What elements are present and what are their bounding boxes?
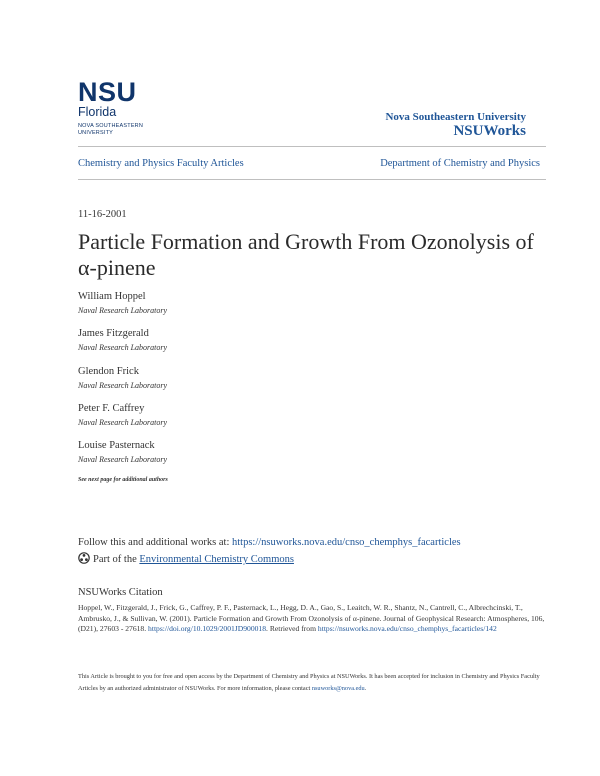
access-statement — [78, 671, 548, 696]
author-affiliation: Naval Research Laboratory — [78, 306, 168, 315]
follow-prefix: Follow this and additional works at: — [78, 537, 232, 548]
part-of-line — [78, 552, 294, 565]
citation-retrieved: . Retrieved from — [266, 624, 318, 634]
commons-network-icon — [78, 552, 90, 564]
university-name[interactable]: Nova Southeastern University — [385, 111, 526, 123]
author-name: William Hoppel — [78, 291, 146, 302]
citation-text — [78, 603, 548, 635]
collection-link[interactable]: Chemistry and Physics Faculty Articles — [78, 158, 244, 169]
nsu-florida-logo[interactable] — [78, 77, 144, 136]
author-affiliation: Naval Research Laboratory — [78, 381, 168, 390]
part-of-prefix: Part of the — [93, 554, 140, 565]
article-title: Particle Formation and Growth From Ozonolysis of α-pinene — [78, 229, 534, 280]
logo-sub-line1: NOVA SOUTHEASTERN — [78, 123, 144, 129]
access-statement-end: . — [364, 685, 367, 693]
logo-nsu-text: NSU — [78, 77, 137, 107]
access-statement-text: This Article is brought to you for free and open access by the Department of Chemistry and Physics at NSUWorks. It has been accepted for inclusion in Chemistry and Physics Faculty Articles by an authorized administrator of NSUWorks. For more information, please contact — [78, 673, 540, 693]
publication-date: 11-16-2001 — [78, 209, 127, 220]
citation-main: Hoppel, W., Fitzgerald, J., Frick, G., Caffrey, P. F., Pasternack, L., Hegg, D. A., Gao, S., Leaitch, W. R., Shantz, N., Cantrell, C., Albrechcinski, T., Ambrusko, J., & Sullivan, W. (2001). Particle Formation and Growth From Ozonolysis of α-pinene. Journal of Geophysical Research: Atmospheres, 106, (D21), 27603 - 27618. — [78, 603, 545, 634]
environmental-chemistry-commons-link[interactable]: Environmental Chemistry Commons — [139, 554, 294, 565]
logo-florida-text: Florida — [78, 105, 117, 119]
author-affiliation: Naval Research Laboratory — [78, 455, 168, 464]
see-next-page-note: See next page for additional authors — [78, 477, 168, 483]
collections-divider — [78, 179, 546, 180]
author-name: James Fitzgerald — [78, 328, 149, 339]
header-divider — [78, 146, 546, 147]
author-name: Louise Pasternack — [78, 440, 155, 451]
author-affiliation: Naval Research Laboratory — [78, 343, 168, 352]
author-affiliation: Naval Research Laboratory — [78, 418, 168, 427]
collection-url-link[interactable]: https://nsuworks.nova.edu/cnso_chemphys_facarticles — [232, 537, 461, 548]
author-name: Glendon Frick — [78, 366, 139, 377]
retrieved-url-link[interactable]: https://nsuworks.nova.edu/cnso_chemphys_facarticles/142 — [317, 624, 497, 634]
site-name[interactable]: NSUWorks — [453, 123, 526, 139]
logo-sub-line2: UNIVERSITY — [78, 129, 114, 136]
doi-link[interactable]: https://doi.org/10.1029/2001JD900018 — [148, 624, 267, 634]
author-name: Peter F. Caffrey — [78, 403, 145, 414]
citation-heading: NSUWorks Citation — [78, 587, 163, 598]
contact-email-link[interactable]: nsuworks@nova.edu — [311, 685, 365, 693]
follow-line — [78, 537, 461, 548]
department-link[interactable]: Department of Chemistry and Physics — [380, 158, 540, 169]
